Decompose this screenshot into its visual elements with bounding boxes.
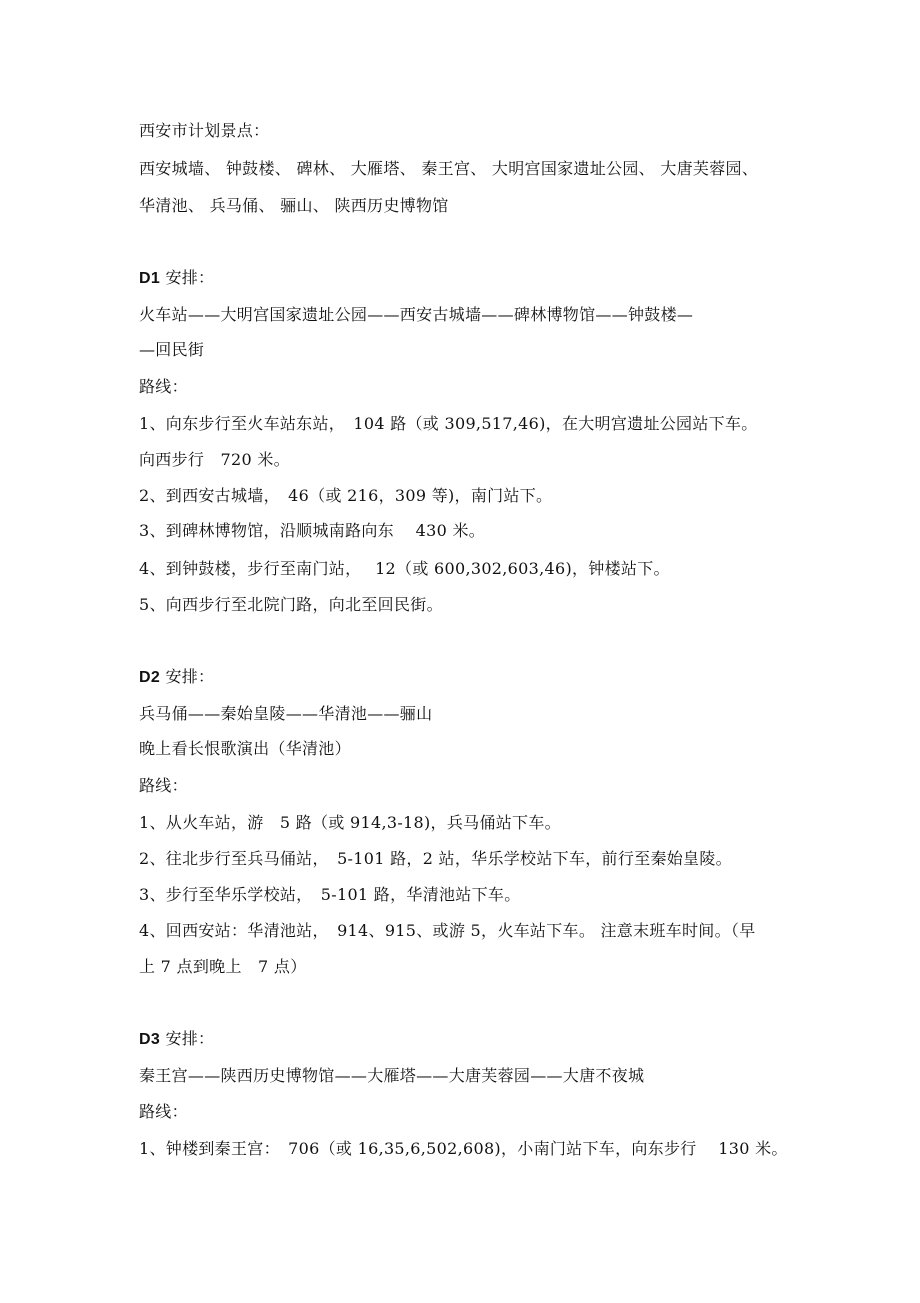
day-1-route-2: 2、到西安古城墙， 46（或 216，309 等)，南门站下。 <box>139 486 553 505</box>
day-1-route-5: 5、向西步行至北院门路，向北至回民街。 <box>139 595 443 614</box>
day-2-itinerary-line-1: 兵马俑——秦始皇陵——华清池——骊山 <box>139 704 433 723</box>
day-3-route-label: 路线： <box>139 1102 188 1121</box>
day-2-route-1: 1、从火车站，游 5 路（或 914,3-18)，兵马俑站下车。 <box>139 813 561 832</box>
day-1-itinerary-line-1: 火车站——大明宫国家遗址公园——西安古城墙——碑林博物馆——钟鼓楼— <box>139 305 694 324</box>
day-1-itinerary-line-2: —回民街 <box>139 340 205 359</box>
day-3-route-1: 1、钟楼到秦王宫： 706（或 16,35,6,502,608)，小南门站下车，向东步行 130 米。 <box>139 1139 788 1158</box>
day-1-route-1: 1、向东步行至火车站东站， 104 路（或 309,517,46)，在大明宫遗址公园站下车。 <box>139 414 758 433</box>
day-2-route-label: 路线： <box>139 776 188 795</box>
day-2-label <box>139 667 214 688</box>
day-1-code: D1 <box>139 270 161 287</box>
day-1-label-suffix: 安排： <box>160 268 215 287</box>
day-3-code: D3 <box>139 1031 161 1048</box>
spots-line-1: 西安城墙、 钟鼓楼、 碑林、 大雁塔、 秦王宫、 大明宫国家遗址公园、 大唐芙蓉园、 <box>139 159 759 178</box>
day-1-route-4: 4、到钟鼓楼，步行至南门站， 12（或 600,302,603,46)，钟楼站下。 <box>139 559 670 578</box>
day-2-route-2: 2、往北步行至兵马俑站， 5-101 路，2 站，华乐学校站下车，前行至秦始皇陵。 <box>139 849 732 868</box>
day-3-label-suffix: 安排： <box>160 1029 215 1048</box>
day-1-route-1-cont: 向西步行 720 米。 <box>139 450 290 469</box>
day-3-label <box>139 1029 214 1050</box>
day-2-label-suffix: 安排： <box>160 667 215 686</box>
day-2-code: D2 <box>139 669 161 686</box>
day-3-itinerary-line-1: 秦王宫——陕西历史博物馆——大雁塔——大唐芙蓉园——大唐不夜城 <box>139 1066 645 1085</box>
day-1-route-3: 3、到碑林博物馆，沿顺城南路向东 430 米。 <box>139 521 486 540</box>
intro-heading: 西安市计划景点： <box>139 121 270 140</box>
day-2-route-4-cont: 上 7 点到晚上 7 点） <box>139 957 307 976</box>
day-2-itinerary-line-2: 晚上看长恨歌演出（华清池） <box>139 739 351 758</box>
spots-line-2: 华清池、 兵马俑、 骊山、 陕西历史博物馆 <box>139 196 449 215</box>
day-1-label <box>139 268 214 289</box>
day-2-route-3: 3、步行至华乐学校站， 5-101 路，华清池站下车。 <box>139 885 521 904</box>
day-1-route-label: 路线： <box>139 377 188 396</box>
day-2-route-4: 4、回西安站：华清池站， 914、915、或游 5，火车站下车。 注意末班车时间。（早 <box>139 921 756 940</box>
